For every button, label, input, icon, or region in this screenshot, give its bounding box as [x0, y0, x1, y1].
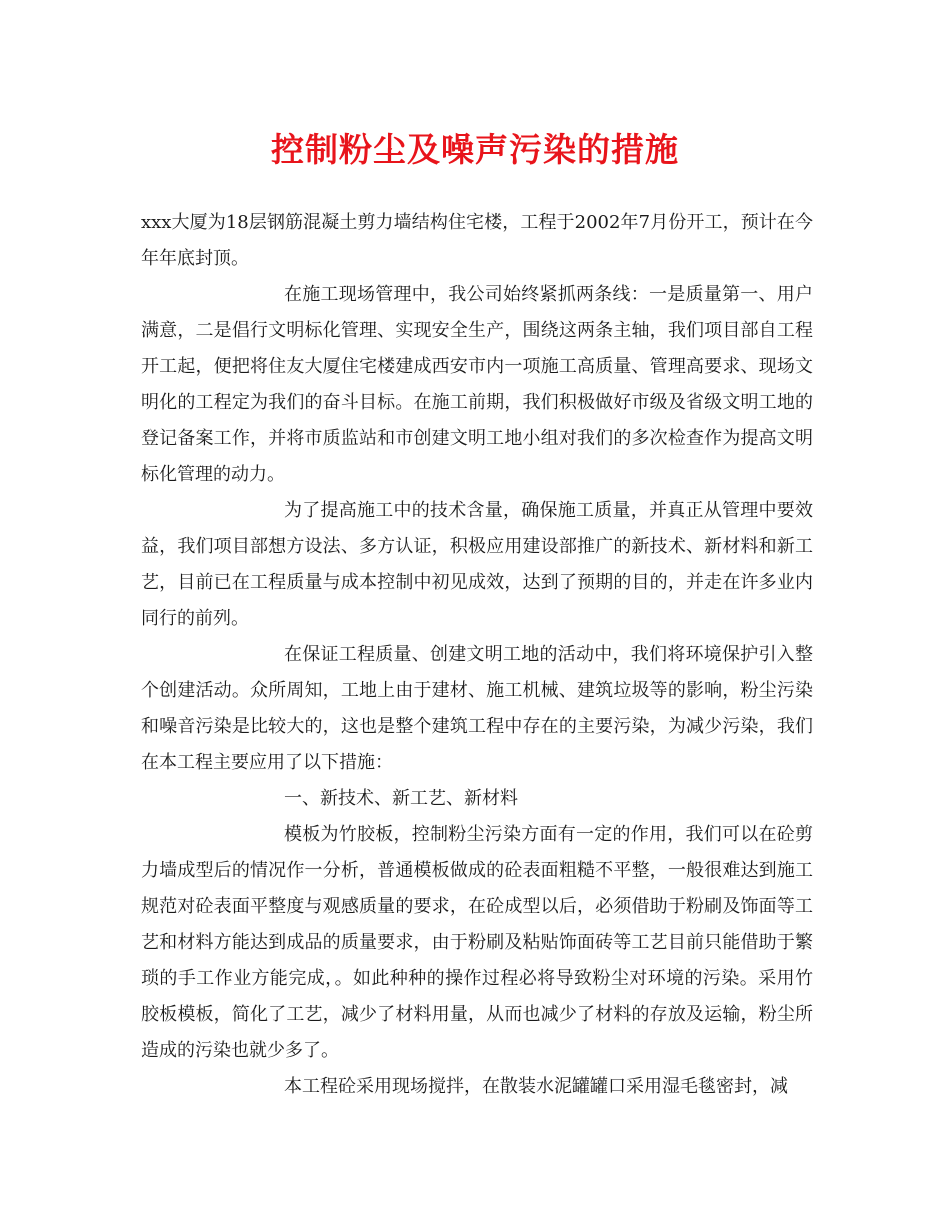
document-title: 控制粉尘及噪声污染的措施: [271, 130, 679, 169]
paragraph-formwork: 模板为竹胶板，控制粉尘污染方面有一定的作用，我们可以在砼剪力墙成型后的情况作一分析，普通模板做成的砼表面粗糙不平整，一般很难达到施工规范对砼表面平整度与观感质量的要求，在砼成型以后，必须借助于粉刷及饰面等工艺和材料方能达到成品的质量要求，由于粉刷及粘贴饰面砖等工艺目前只能借助于繁琐的手工作业方能完成，。如此种种的操作过程必将导致粉尘对环境的污染。采用竹胶板模板，简化了工艺，减少了材料用量，从而也减少了材料的存放及运输，粉尘所造成的污染也就少多了。: [141, 824, 813, 1061]
section-heading-new-tech: 一、新技术、新工艺、新材料: [284, 788, 518, 809]
paragraph-intro: xxx大厦为18层钢筋混凝土剪力墙结构住宅楼，工程于2002年7月份开工，预计在今年年底封顶。: [141, 212, 813, 269]
paragraph-technology: 为了提高施工中的技术含量，确保施工质量，并真正从管理中要效益，我们项目部想方设法、多方认证，积极应用建设部推广的新技术、新材料和新工艺，目前已在工程质量与成本控制中初见成效，达到了预期的目的，并走在许多业内同行的前列。: [141, 500, 813, 629]
paragraph-concrete-mixing: 本工程砼采用现场搅拌，在散装水泥罐罐口采用湿毛毯密封，减: [284, 1076, 788, 1097]
paragraph-site-management: 在施工现场管理中，我公司始终紧抓两条线：一是质量第一、用户满意，二是倡行文明标化管理、实现安全生产，围绕这两条主轴，我们项目部自工程开工起，便把将住友大厦住宅楼建成西安市内一项施工高质量、管理高要求、现场文明化的工程定为我们的奋斗目标。在施工前期，我们积极做好市级及省级文明工地的登记备案工作，并将市质监站和市创建文明工地小组对我们的多次检查作为提高文明标化管理的动力。: [141, 284, 813, 485]
paragraph-environment: 在保证工程质量、创建文明工地的活动中，我们将环境保护引入整个创建活动。众所周知，工地上由于建材、施工机械、建筑垃圾等的影响，粉尘污染和噪音污染是比较大的，这也是整个建筑工程中存在的主要污染，为减少污染，我们在本工程主要应用了以下措施：: [141, 644, 813, 773]
document-body: [141, 205, 813, 1105]
